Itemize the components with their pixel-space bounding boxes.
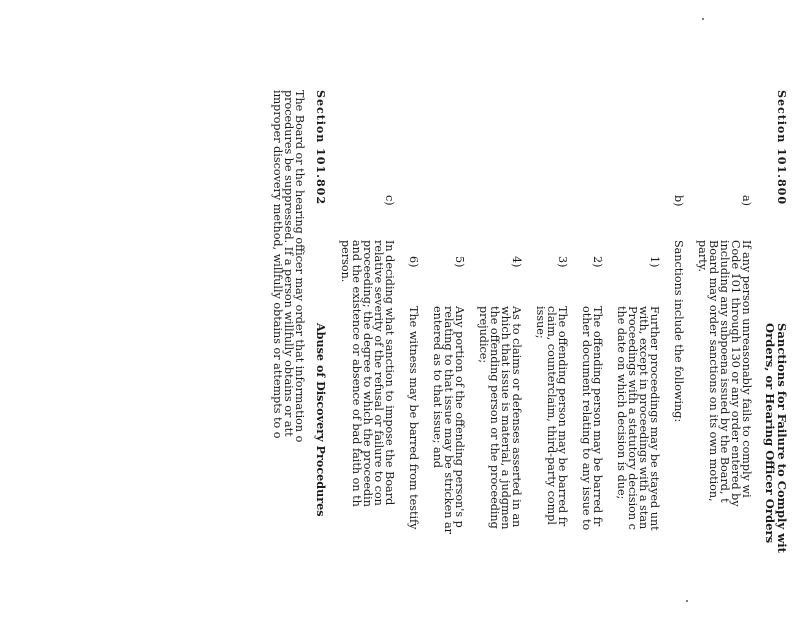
item-1-line: the date on which decision is due; [615, 306, 628, 500]
item-6-marker: 6) [407, 256, 420, 268]
item-2-marker: 2) [591, 256, 604, 268]
item-4-line: the offending person or the proceeding [488, 306, 501, 529]
section-101-802-line: The Board or the hearing officer may order that information o [293, 90, 306, 443]
para-c-line: and the existence or absence of bad faith on th [350, 240, 363, 507]
item-4-line: As to claims or defenses asserted in an [510, 306, 523, 528]
para-c-line: proceeding; the degree to which the proceedin [361, 240, 374, 507]
para-a-marker: a) [740, 195, 753, 207]
item-3-line: claim, counterclaim, third-party compl [545, 306, 558, 525]
para-b-intro: Sanctions include the following: [672, 240, 685, 423]
section-101-800-label: Section 101.800 [775, 90, 789, 206]
item-1-marker: 1) [648, 256, 661, 268]
para-b-marker: b) [672, 195, 685, 207]
item-4-line: which that issue is material, a judgmen [499, 306, 512, 530]
para-c-marker: c) [383, 195, 396, 206]
scan-speck [702, 18, 704, 20]
item-5-line: Any portion of the offending person's p [453, 306, 466, 528]
para-a-line: Code 101 through 130 or any order entered by [729, 240, 742, 507]
item-6-line: The witness may be barred from testify [407, 306, 420, 530]
para-c-line: relative severity of the refusal or failure to con [372, 240, 385, 506]
section-101-802-line: improper discovery method, willfully obtains or attempts to o [271, 90, 284, 439]
item-4-line: prejudice; [477, 306, 490, 364]
item-4-marker: 4) [510, 256, 523, 268]
item-1-line: Proceedings with a statutory decision c [626, 306, 639, 530]
item-3-line: issue; [534, 306, 547, 339]
para-a-line: including any subpoena issued by the Board, t [718, 240, 731, 503]
item-5-line: entered as to that issue; and [431, 306, 444, 469]
section-101-802-title: Abuse of Discovery Procedures [314, 323, 328, 517]
section-101-800-title-line2: Orders, or Hearing Officer Orders [763, 323, 777, 544]
scan-speck [686, 600, 688, 602]
item-3-marker: 3) [556, 256, 569, 268]
item-5-line: relating to that issue may be stricken ar [442, 306, 455, 534]
para-a-line: Board may order sanctions on its own motion, [707, 240, 720, 502]
item-2-line: other document relating to any issue to [580, 306, 593, 531]
item-5-marker: 5) [453, 256, 466, 268]
para-c-line: person. [339, 240, 352, 283]
para-a-line: party. [696, 240, 709, 273]
item-3-line: The offending person may be barred fr [556, 306, 569, 527]
section-101-802-label: Section 101.802 [314, 90, 328, 206]
para-a-line: If any person unreasonably fails to comply wi [740, 240, 753, 498]
item-1-line: Further proceedings may be stayed unt [648, 306, 661, 531]
section-101-800-title-line1: Sanctions for Failure to Comply wit [775, 323, 789, 553]
para-c-line: In deciding what sanction to impose the Board [383, 240, 396, 506]
section-101-802-line: procedures be suppressed. If a person willfully obtains or att [282, 90, 295, 437]
item-2-line: The offending person may be barred fr [591, 306, 604, 527]
item-1-line: with, except in proceedings with a stan [637, 306, 650, 530]
